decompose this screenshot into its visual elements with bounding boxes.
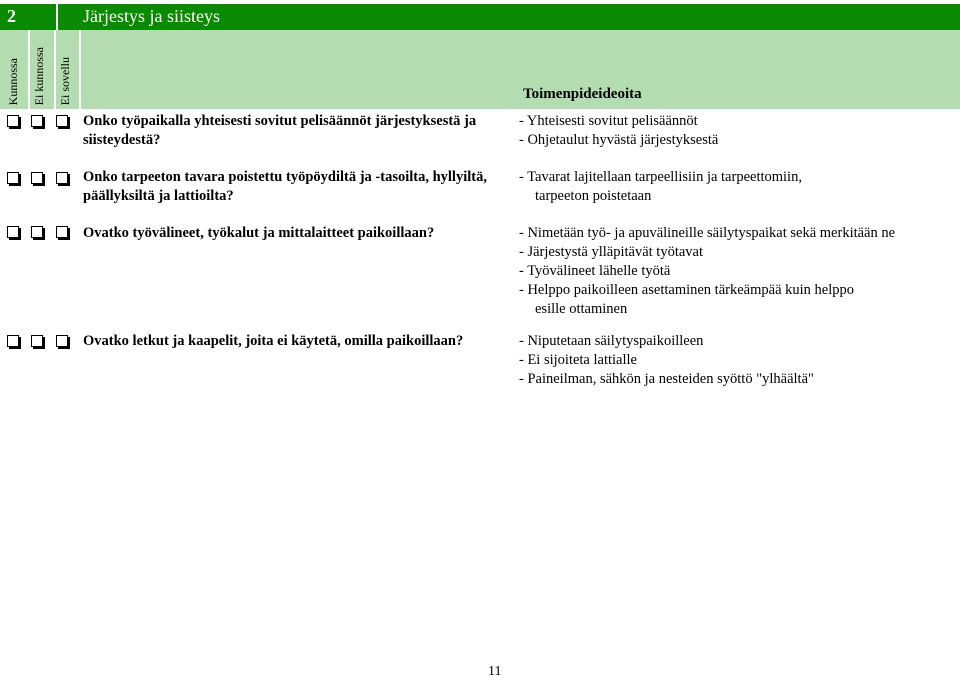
action-ideas: - Niputetaan säilytyspaikoilleen - Ei sijoiteta lattialle - Paineilman, sähkön ja nesteiden syöttö "ylhäältä": [519, 333, 814, 387]
checkbox-ei-sovellu[interactable]: [56, 335, 68, 347]
page-number: 11: [488, 664, 502, 679]
column-separator: [28, 30, 30, 109]
checkbox-kunnossa[interactable]: [7, 226, 19, 238]
column-header-ei-sovellu: Ei sovellu: [56, 30, 80, 109]
section-number: 2: [7, 6, 16, 26]
column-separator: [79, 30, 81, 109]
checkbox-ei-sovellu[interactable]: [56, 226, 68, 238]
question-text: Onko tarpeeton tavara poistettu työpöydiltä ja -tasoilta, hyllyiltä, päällyksiltä ja lattioilta?: [83, 169, 487, 204]
column-separator: [54, 30, 56, 109]
checkbox-kunnossa[interactable]: [7, 335, 19, 347]
table-header: [0, 30, 960, 109]
checkbox-ei-sovellu[interactable]: [56, 172, 68, 184]
question-text: Ovatko letkut ja kaapelit, joita ei käytetä, omilla paikoillaan?: [83, 333, 464, 349]
checkbox-ei-sovellu[interactable]: [56, 115, 68, 127]
checkbox-ei-kunnossa[interactable]: [31, 226, 43, 238]
checkbox-kunnossa[interactable]: [7, 115, 19, 127]
action-ideas: - Yhteisesti sovitut pelisäännöt - Ohjetaulut hyvästä järjestyksestä: [519, 113, 719, 148]
column-header-ei-kunnossa: Ei kunnossa: [30, 30, 54, 109]
section-title: Järjestys ja siisteys: [83, 6, 220, 26]
section-title-bar: [0, 4, 960, 30]
checkbox-kunnossa[interactable]: [7, 172, 19, 184]
question-text: Onko työpaikalla yhteisesti sovitut pelisäännöt järjestyksestä ja siisteydestä?: [83, 113, 477, 148]
action-ideas: - Tavarat lajitellaan tarpeellisiin ja tarpeettomiin, tarpeeton poistetaan: [519, 169, 802, 204]
column-header-kunnossa: Kunnossa: [4, 30, 28, 109]
checkbox-ei-kunnossa[interactable]: [31, 335, 43, 347]
action-ideas: - Nimetään työ- ja apuvälineille säilytyspaikat sekä merkitään ne - Järjestystä ylläpitävät työtavat - Työvälineet lähelle työtä - Helppo paikoilleen asettaminen tärkeämpää kuin helppo esille ottaminen: [519, 225, 896, 317]
title-divider: [56, 4, 58, 30]
ideas-column-header: Toimenpideideoita: [523, 86, 642, 102]
checkbox-ei-kunnossa[interactable]: [31, 115, 43, 127]
question-text: Ovatko työvälineet, työkalut ja mittalaitteet paikoillaan?: [83, 225, 435, 241]
checkbox-ei-kunnossa[interactable]: [31, 172, 43, 184]
